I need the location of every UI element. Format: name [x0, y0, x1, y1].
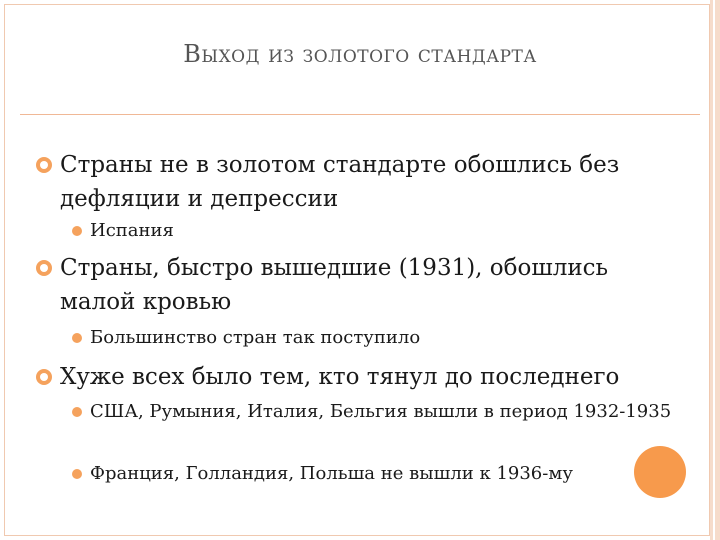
- dot-bullet-icon: [72, 407, 82, 417]
- bullet-item-3: [36, 360, 686, 394]
- bullet-text: Хуже всех было тем, кто тянул до последнего: [60, 364, 620, 390]
- bullet-text: Страны, быстро вышедшие (1931), обошлись малой кровью: [60, 255, 609, 315]
- dot-bullet-icon: [72, 226, 82, 236]
- sub-bullet-text: Испания: [90, 220, 174, 241]
- dot-bullet-icon: [72, 333, 82, 343]
- sub-bullet-text: Франция, Голландия, Польша не вышли к 1936-му: [90, 463, 573, 484]
- circle-bullet-icon: [36, 260, 52, 276]
- sub-bullet-text: США, Румыния, Италия, Бельгия вышли в период 1932-1935: [90, 401, 672, 422]
- sub-bullet-item: [72, 460, 682, 488]
- sub-bullet-item: [72, 217, 682, 245]
- sub-bullet-item: [72, 324, 682, 352]
- slide-title: Выход из золотого стандарта: [183, 40, 537, 68]
- bullet-item-2: [36, 251, 686, 319]
- bullet-text: Страны не в золотом стандарте обошлись без дефляции и депрессии: [60, 152, 620, 212]
- sub-bullet-item: [72, 398, 677, 426]
- sub-bullet-text: Большинство стран так поступило: [90, 327, 421, 348]
- circle-bullet-icon: [36, 157, 52, 173]
- circle-bullet-icon: [36, 369, 52, 385]
- dot-bullet-icon: [72, 469, 82, 479]
- bullet-item-1: [36, 148, 686, 216]
